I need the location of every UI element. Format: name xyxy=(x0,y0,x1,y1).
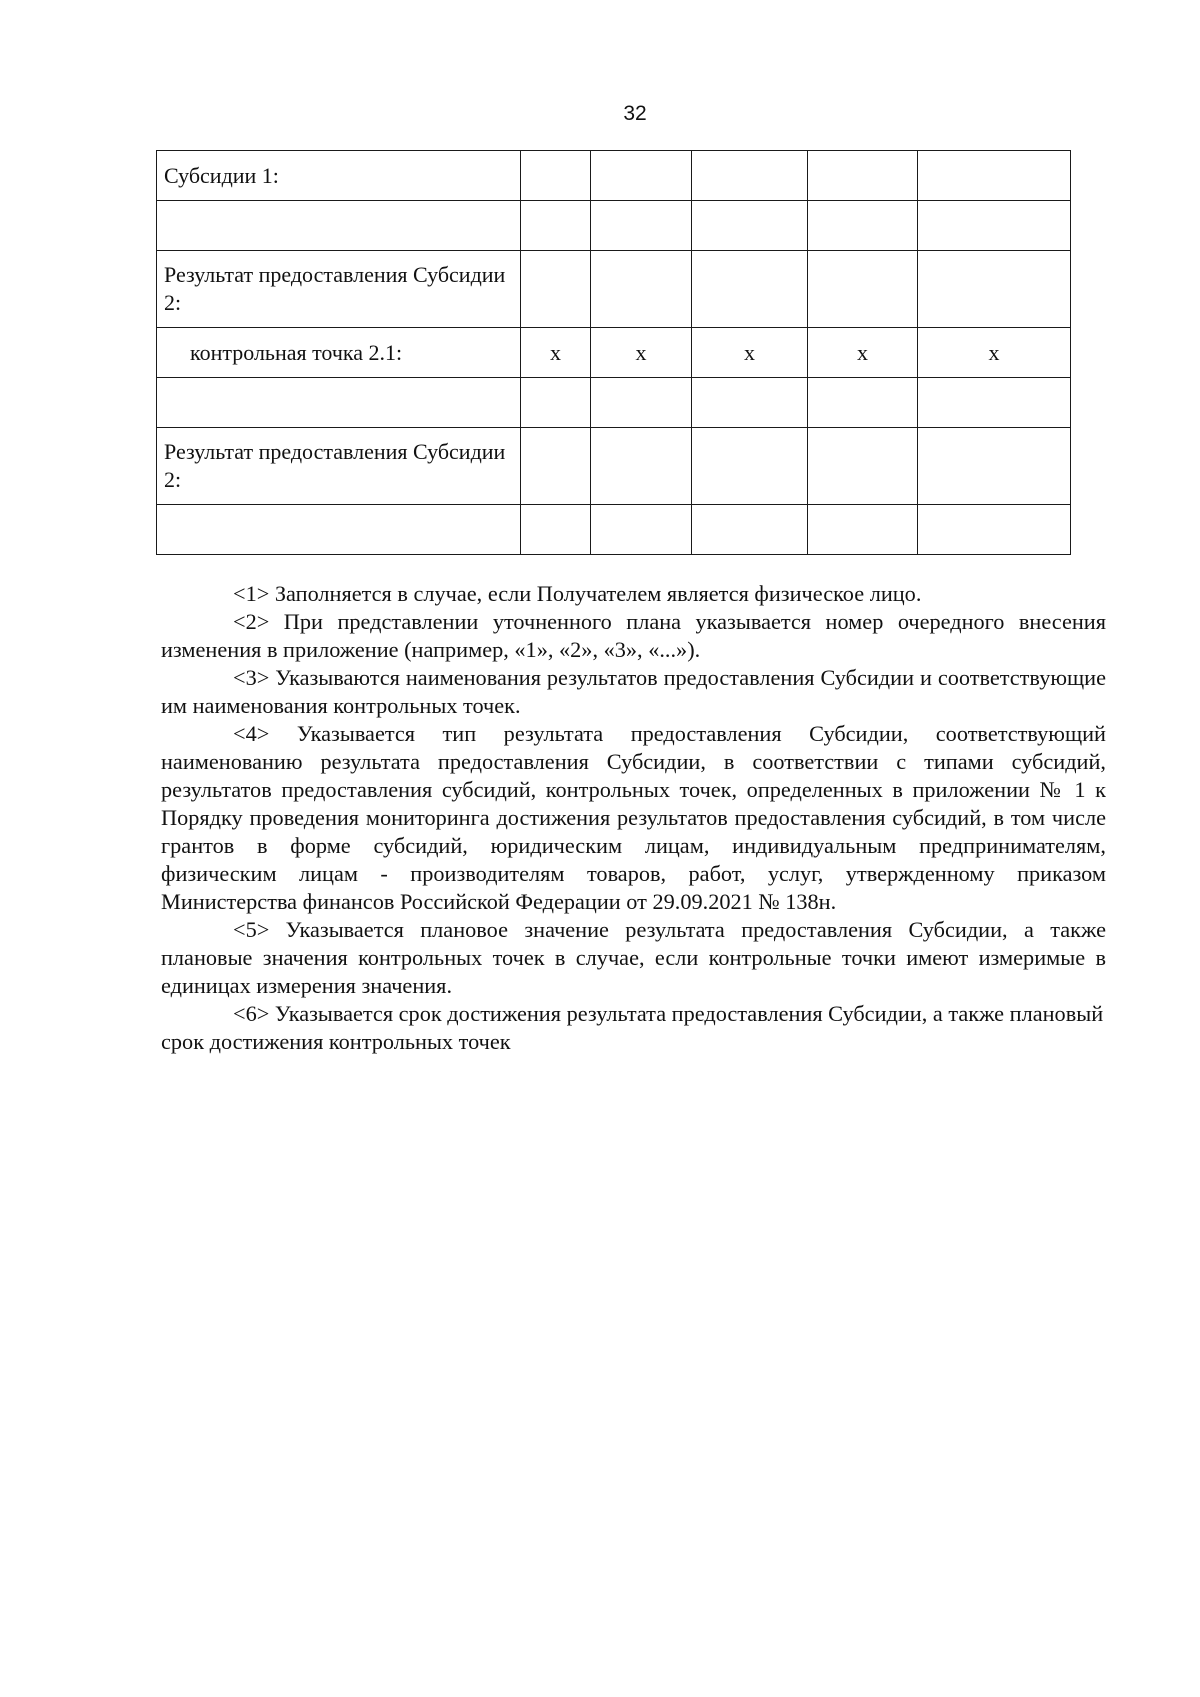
table-cell: х xyxy=(591,328,692,378)
table-cell xyxy=(692,378,808,428)
table-cell: х xyxy=(918,328,1071,378)
table-row xyxy=(157,328,1071,378)
table-cell xyxy=(692,428,808,505)
table-cell xyxy=(692,201,808,251)
table-cell xyxy=(918,505,1071,555)
table-cell xyxy=(591,428,692,505)
table-cell: х xyxy=(521,328,591,378)
table-cell xyxy=(808,151,918,201)
footnotes xyxy=(161,580,1106,1056)
table-cell xyxy=(692,151,808,201)
table-cell xyxy=(591,251,692,328)
footnote-2: <2> При представлении уточненного плана указывается номер очередного внесения изменения в приложение (например, «1», «2», «3», «...»). xyxy=(161,609,1106,662)
table-cell xyxy=(591,151,692,201)
footnote-3: <3> Указываются наименования результатов предоставления Субсидии и соответствующие им наименования контрольных точек. xyxy=(161,665,1106,718)
table-cell xyxy=(808,201,918,251)
table-cell xyxy=(591,378,692,428)
page-number: 32 xyxy=(623,102,647,125)
table-cell xyxy=(808,378,918,428)
table-row xyxy=(157,151,1071,201)
results-table xyxy=(156,150,1071,555)
row-label: Результат предоставления Субсидии 2: xyxy=(157,428,521,505)
table-cell xyxy=(808,505,918,555)
table-row xyxy=(157,428,1071,505)
table-cell xyxy=(521,251,591,328)
table-cell xyxy=(521,378,591,428)
table-cell xyxy=(918,428,1071,505)
row-label xyxy=(157,201,521,251)
table-cell: х xyxy=(808,328,918,378)
footnote-5: <5> Указывается плановое значение результата предоставления Субсидии, а также плановые значения контрольных точек в случае, если контрольные точки имеют измеримые в единицах измерения значения. xyxy=(161,917,1106,998)
table-row xyxy=(157,201,1071,251)
table-cell xyxy=(918,151,1071,201)
table-cell xyxy=(918,201,1071,251)
table-row xyxy=(157,251,1071,328)
table-cell xyxy=(692,505,808,555)
table-cell xyxy=(591,505,692,555)
row-label: Результат предоставления Субсидии 2: xyxy=(157,251,521,328)
table-cell xyxy=(591,201,692,251)
table-row xyxy=(157,505,1071,555)
table-cell xyxy=(521,151,591,201)
table-cell xyxy=(808,251,918,328)
table-cell xyxy=(918,378,1071,428)
footnote-6: <6> Указывается срок достижения результата предоставления Субсидии, а также плановый срок достижения контрольных точек xyxy=(161,1001,1104,1054)
table-cell xyxy=(521,428,591,505)
row-label: контрольная точка 2.1: xyxy=(157,328,521,378)
table-cell xyxy=(808,428,918,505)
footnote-1: <1> Заполняется в случае, если Получателем является физическое лицо. xyxy=(233,581,922,606)
row-label xyxy=(157,378,521,428)
table-row xyxy=(157,378,1071,428)
table-cell xyxy=(521,505,591,555)
footnote-4: <4> Указывается тип результата предоставления Субсидии, соответствующий наименованию результата предоставления Субсидии, в соответствии с типами субсидий, результатов предоставления субсидий, контрольных точек, определенных в приложении № 1 к Порядку проведения мониторинга достижения результатов предоставления субсидий, в том числе грантов в форме субсидий, юридическим лицам, индивидуальным предпринимателям, физическим лицам - производителям товаров, работ, услуг, утвержденному приказом Министерства финансов Российской Федерации от 29.09.2021 № 138н. xyxy=(161,721,1106,914)
table-cell xyxy=(692,251,808,328)
table-cell xyxy=(918,251,1071,328)
row-label: Субсидии 1: xyxy=(157,151,521,201)
table-cell: х xyxy=(692,328,808,378)
table-cell xyxy=(521,201,591,251)
row-label xyxy=(157,505,521,555)
